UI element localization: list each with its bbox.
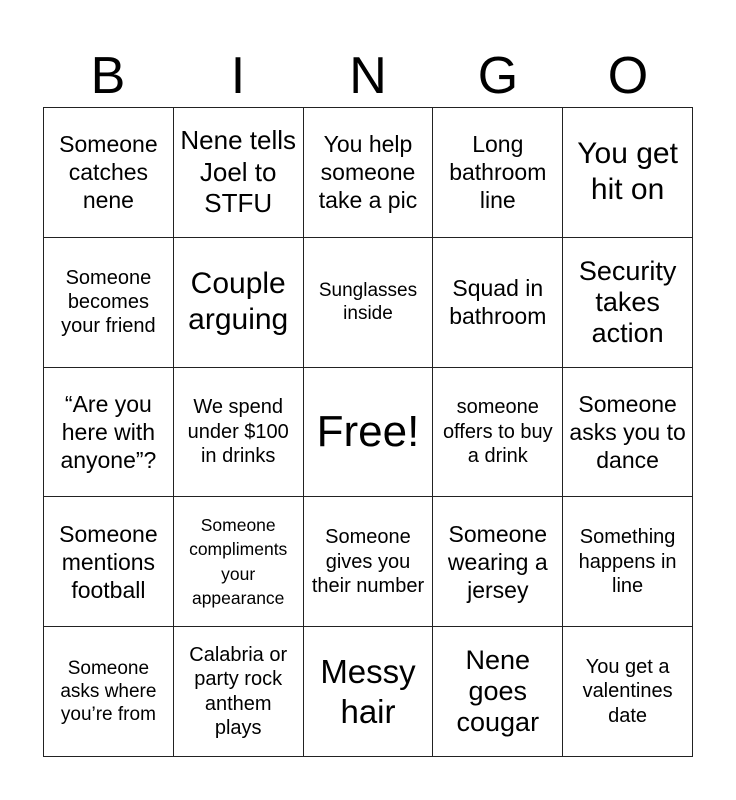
cell-text: Someone asks you to dance <box>569 390 686 474</box>
bingo-cell-r2c3[interactable] <box>304 238 434 368</box>
cell-text: Nene goes cougar <box>456 645 540 738</box>
header-letter-n: N <box>349 47 387 105</box>
cell-text: Messy hair <box>320 653 416 730</box>
cell-text: Security takes action <box>578 255 677 348</box>
cell-text: Someone mentions football <box>59 520 158 603</box>
cell-text: Nene tells Joel to STFU <box>180 124 296 219</box>
cell-text: Long bathroom line <box>449 131 547 214</box>
bingo-header <box>43 44 693 108</box>
cell-text: Someone catches nene <box>59 131 158 214</box>
bingo-cell-r5c2[interactable] <box>174 627 304 757</box>
bingo-cell-r5c5[interactable] <box>563 627 693 757</box>
bingo-cell-r1c5[interactable] <box>563 108 693 238</box>
cell-text: Something happens in line <box>578 526 677 597</box>
cell-text: Someone asks where you’re from <box>60 657 157 726</box>
bingo-cell-r4c5[interactable] <box>563 497 693 627</box>
bingo-cell-r2c2[interactable] <box>174 238 304 368</box>
cell-text: “Are you here with anyone”? <box>60 390 157 474</box>
cell-text: You get hit on <box>577 137 678 207</box>
bingo-cell-r4c1[interactable] <box>44 497 174 627</box>
free-space-text: Free! <box>316 407 420 457</box>
bingo-cell-r1c4[interactable] <box>433 108 563 238</box>
cell-text: someone offers to buy a drink <box>442 396 553 468</box>
bingo-cell-r2c1[interactable] <box>44 238 174 368</box>
bingo-cell-r1c2[interactable] <box>174 108 304 238</box>
bingo-cell-r3c4[interactable] <box>433 368 563 498</box>
header-letter-i: I <box>230 47 246 105</box>
bingo-cell-r4c4[interactable] <box>433 497 563 627</box>
cell-text: You help someone take a pic <box>318 131 418 214</box>
cell-text: You get a valentines date <box>582 656 673 727</box>
cell-text: Someone becomes your friend <box>61 266 156 338</box>
cell-text: Someone compliments your appearance <box>189 514 288 609</box>
bingo-cell-r3c5[interactable] <box>563 368 693 498</box>
bingo-cell-r4c2[interactable] <box>174 497 304 627</box>
bingo-cell-r5c4[interactable] <box>433 627 563 757</box>
bingo-cell-r2c5[interactable] <box>563 238 693 368</box>
bingo-grid <box>43 107 693 757</box>
bingo-cell-r4c3[interactable] <box>304 497 434 627</box>
cell-text: Calabria or party rock anthem plays <box>189 643 288 739</box>
header-letter-b: B <box>90 47 126 105</box>
cell-text: We spend under $100 in drinks <box>187 396 289 468</box>
bingo-cell-r2c4[interactable] <box>433 238 563 368</box>
cell-text: Sunglasses inside <box>318 280 418 325</box>
bingo-cell-r3c1[interactable] <box>44 368 174 498</box>
bingo-cell-r1c3[interactable] <box>304 108 434 238</box>
bingo-cell-r3c2[interactable] <box>174 368 304 498</box>
bingo-cell-r1c1[interactable] <box>44 108 174 238</box>
cell-text: Someone wearing a jersey <box>447 520 548 603</box>
header-letter-g: G <box>477 47 519 105</box>
bingo-cell-r3c3-free[interactable] <box>304 368 434 498</box>
bingo-cell-r5c3[interactable] <box>304 627 434 757</box>
cell-text: Couple arguing <box>188 267 289 337</box>
bingo-cell-r5c1[interactable] <box>44 627 174 757</box>
cell-text: Squad in bathroom <box>449 275 547 330</box>
header-letter-o: O <box>607 47 649 105</box>
cell-text: Someone gives you their number <box>311 526 425 597</box>
